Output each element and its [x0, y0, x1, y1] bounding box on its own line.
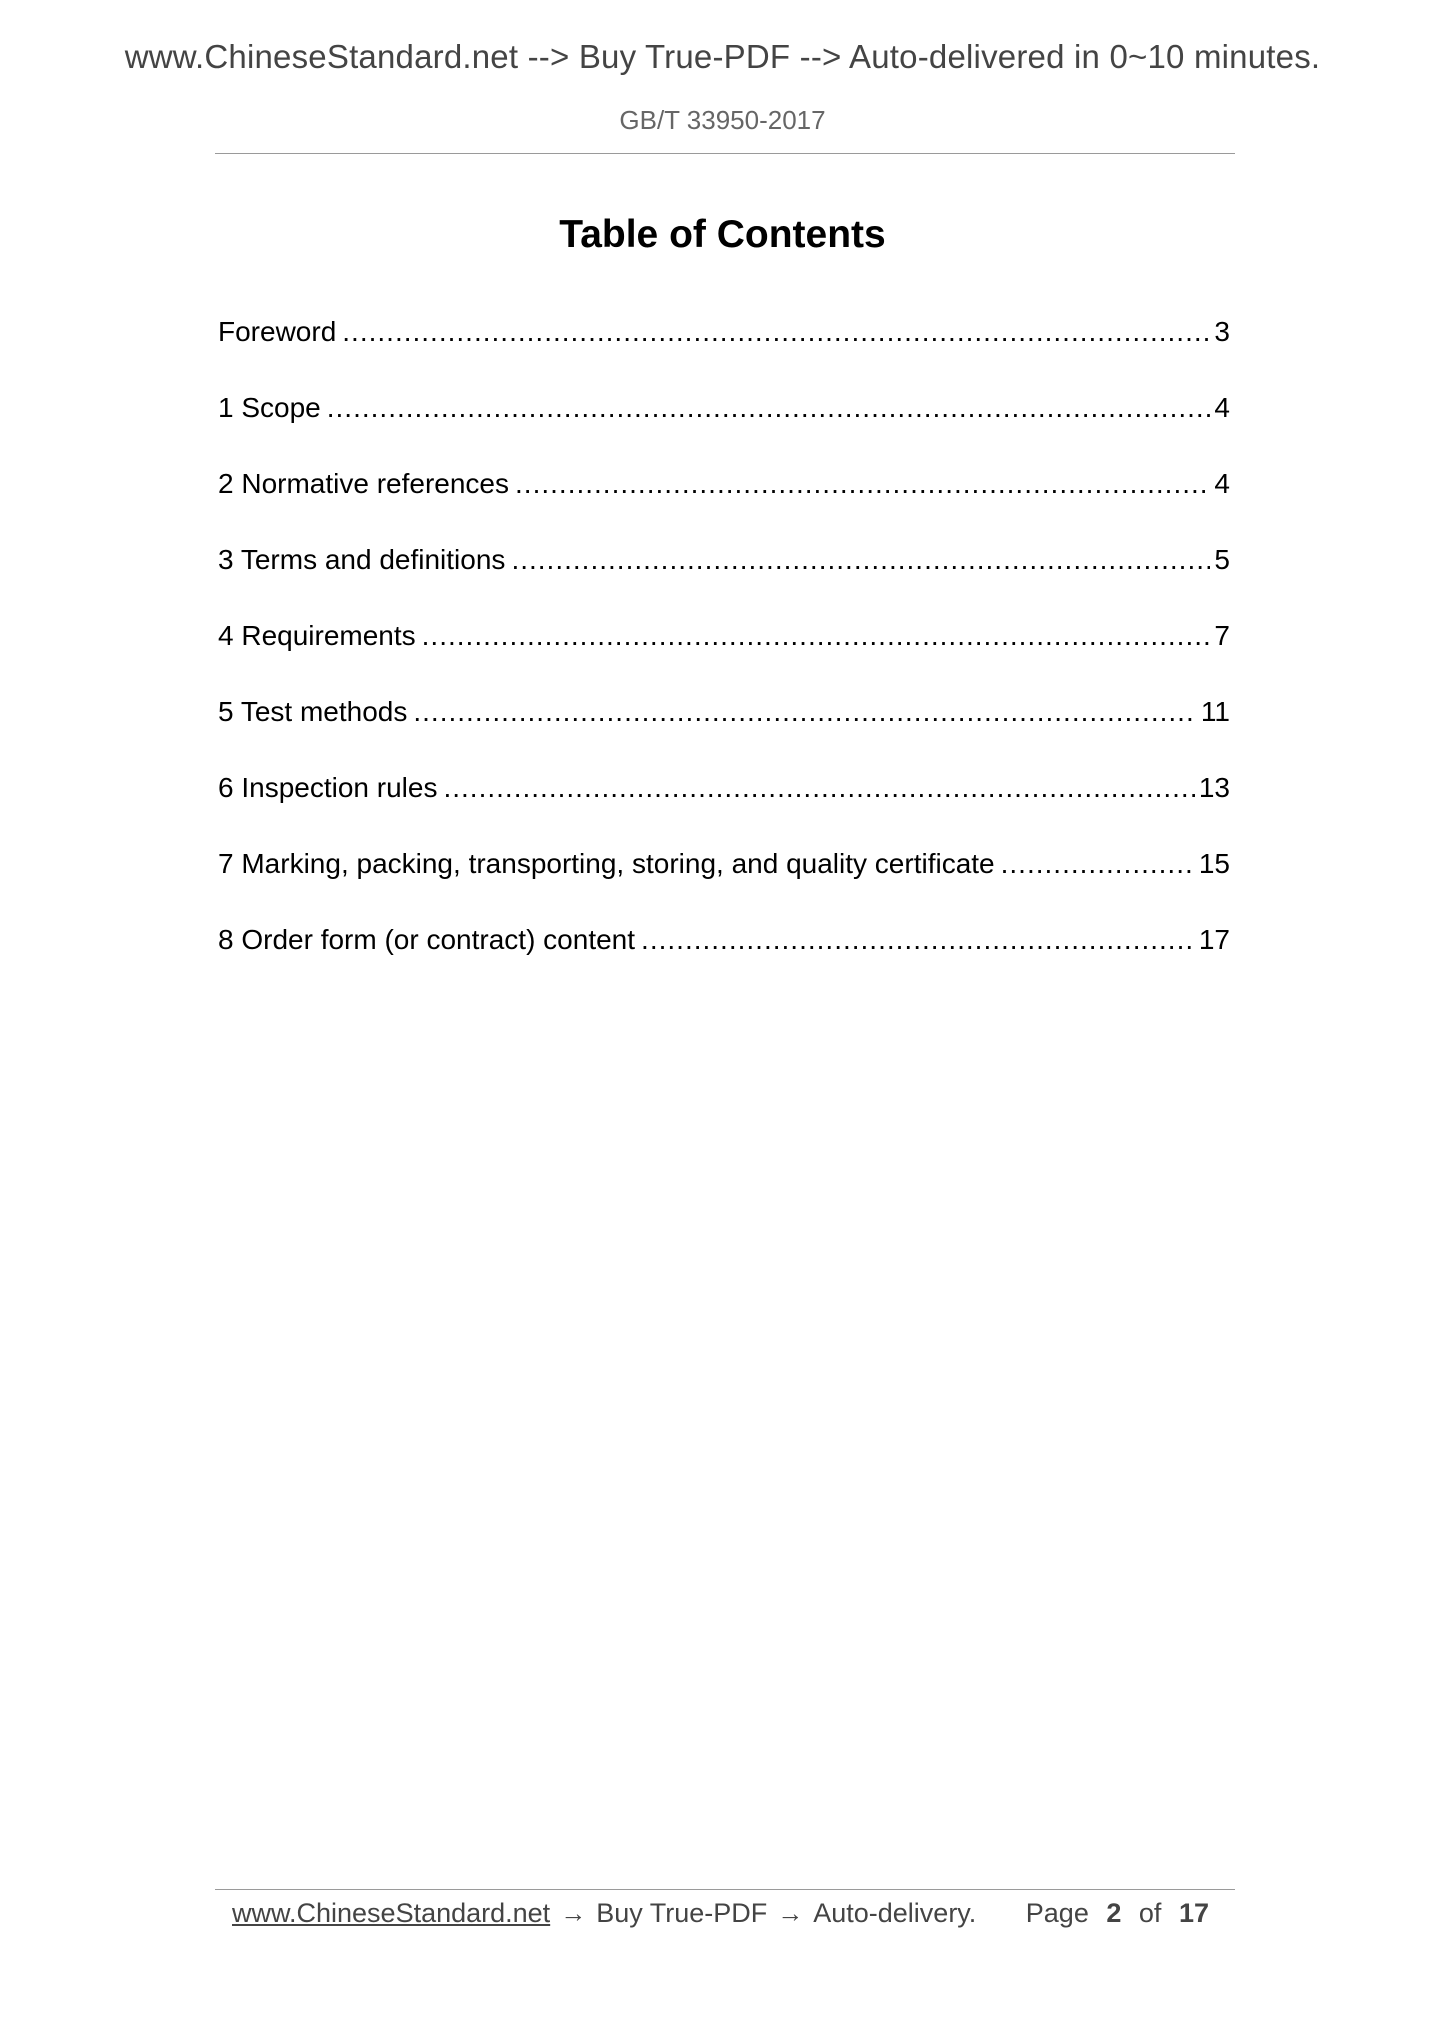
right-arrow-icon: →	[777, 1897, 804, 1928]
top-banner: www.ChineseStandard.net --> Buy True-PDF --> Auto-delivered in 0~10 minutes.	[124, 38, 1321, 75]
standard-code: GB/T 33950-2017	[619, 105, 826, 135]
total-pages-number: 17	[1178, 1897, 1209, 1928]
page-indicator	[1026, 1898, 1217, 1929]
toc-entry-page: 17	[1198, 924, 1230, 955]
toc-entry-page: 3	[1214, 316, 1230, 347]
toc-entry-label: 8 Order form (or contract) content	[218, 924, 636, 955]
toc-entry-order-form[interactable]	[218, 920, 1230, 996]
toc-entry-label: Foreword	[218, 316, 337, 347]
toc-dot-leader	[422, 616, 1211, 656]
toc-entry-scope[interactable]	[218, 388, 1230, 464]
toc-entry-page: 5	[1214, 544, 1230, 575]
table-of-contents	[218, 312, 1230, 996]
right-arrow-icon: →	[560, 1897, 587, 1928]
toc-entry-label: 1 Scope	[218, 392, 321, 423]
footer-divider	[215, 1889, 1235, 1890]
toc-entry-test-methods[interactable]	[218, 692, 1230, 768]
toc-entry-page: 4	[1214, 468, 1230, 499]
toc-entry-page: 15	[1198, 848, 1230, 879]
toc-entry-label: 5 Test methods	[218, 696, 408, 727]
toc-entry-label: 4 Requirements	[218, 620, 416, 651]
toc-entry-page: 4	[1214, 392, 1230, 423]
footer-buy-text: Buy True-PDF	[596, 1897, 768, 1928]
toc-dot-leader	[1001, 844, 1195, 884]
toc-dot-leader	[413, 692, 1197, 732]
footer-site-link[interactable]: www.ChineseStandard.net	[232, 1897, 551, 1928]
toc-dot-leader	[515, 464, 1210, 504]
page-word: Page	[1025, 1897, 1089, 1928]
toc-entry-requirements[interactable]	[218, 616, 1230, 692]
page-footer	[232, 1893, 1217, 1933]
toc-entry-page: 11	[1200, 696, 1230, 727]
toc-entry-normative-references[interactable]	[218, 464, 1230, 540]
of-word: of	[1138, 1897, 1162, 1928]
toc-entry-label: 6 Inspection rules	[218, 772, 438, 803]
toc-dot-leader	[641, 920, 1195, 960]
toc-entry-foreword[interactable]	[218, 312, 1230, 388]
toc-entry-terms-and-definitions[interactable]	[218, 540, 1230, 616]
toc-entry-inspection-rules[interactable]	[218, 768, 1230, 844]
current-page-number: 2	[1106, 1897, 1122, 1928]
toc-entry-page: 13	[1198, 772, 1230, 803]
toc-dot-leader	[342, 312, 1210, 352]
toc-entry-label: 7 Marking, packing, transporting, storing, and quality certificate	[218, 848, 995, 879]
toc-entry-page: 7	[1214, 620, 1230, 651]
toc-entry-label: 2 Normative references	[218, 468, 510, 499]
footer-delivery-text: Auto-delivery.	[813, 1897, 977, 1928]
page-title: Table of Contents	[559, 213, 886, 256]
toc-dot-leader	[327, 388, 1211, 428]
toc-entry-marking-packing[interactable]	[218, 844, 1230, 920]
toc-dot-leader	[511, 540, 1210, 580]
header-divider	[215, 153, 1235, 154]
toc-entry-label: 3 Terms and definitions	[218, 544, 506, 575]
toc-dot-leader	[443, 768, 1194, 808]
